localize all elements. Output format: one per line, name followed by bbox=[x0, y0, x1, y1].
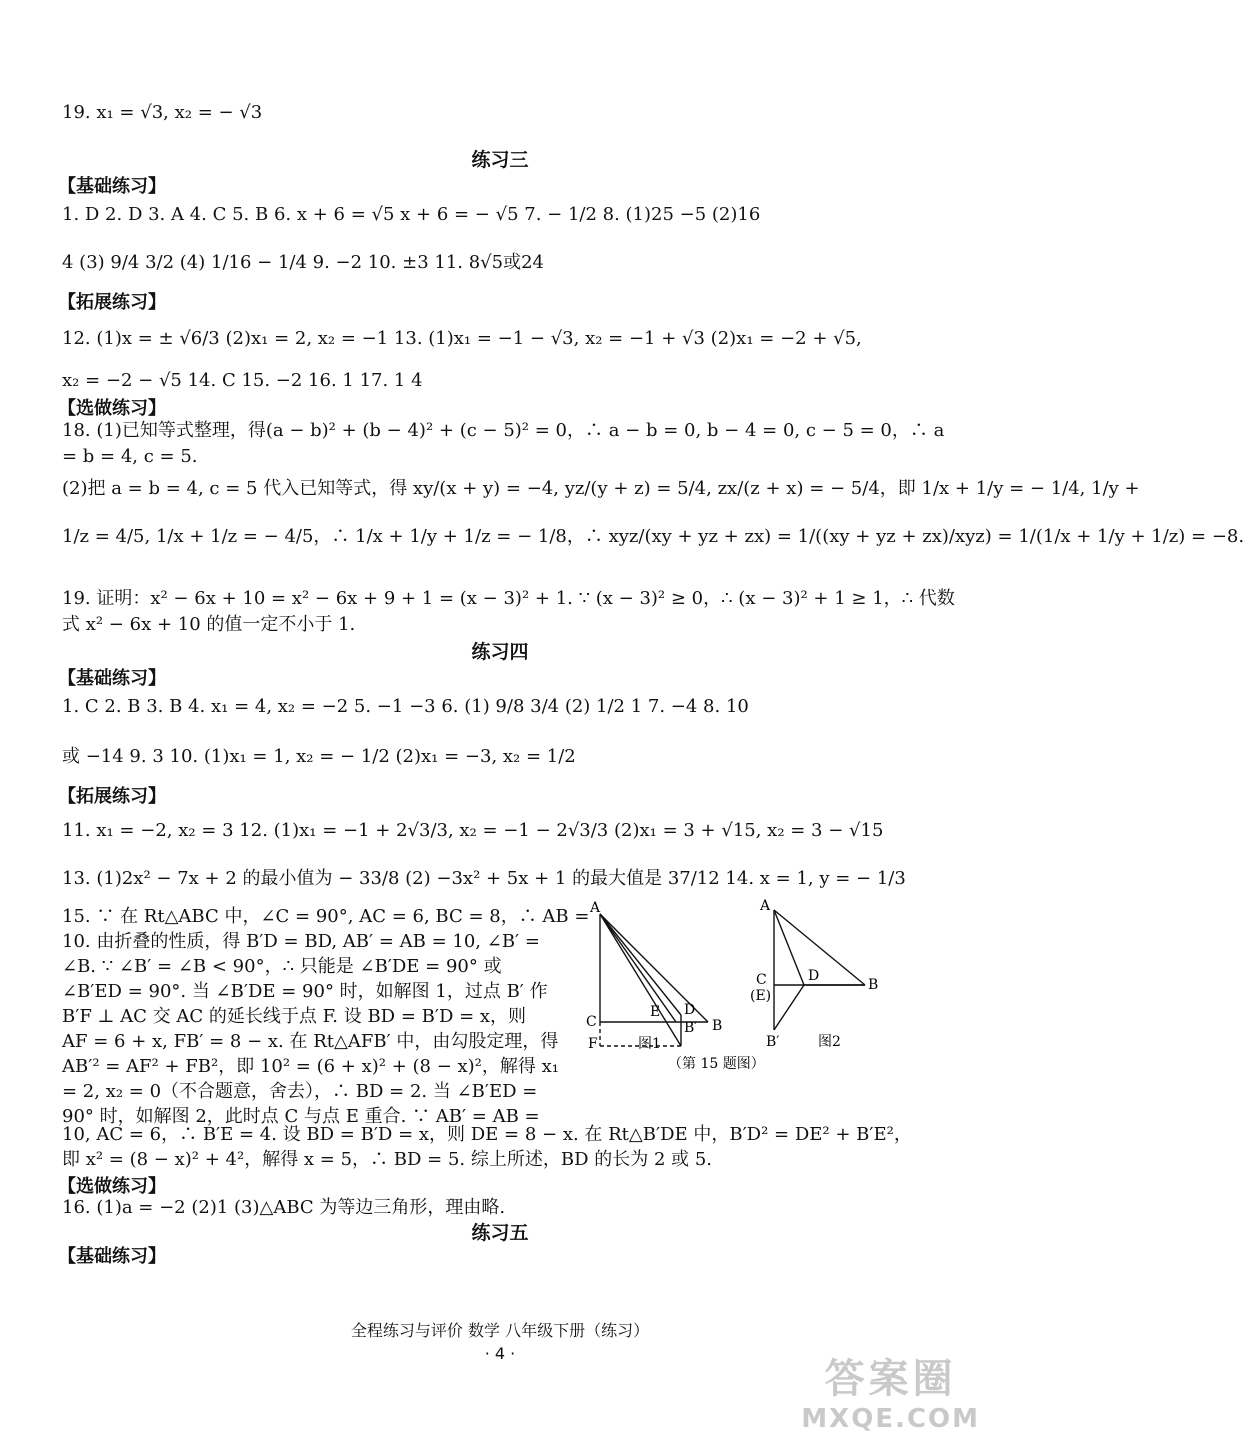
geometry-figure bbox=[578, 900, 890, 1075]
subsection-header: 【基础练习】 bbox=[58, 668, 166, 689]
point-label: C bbox=[756, 972, 767, 988]
watermark-text: 答案圈 bbox=[824, 1356, 957, 1402]
answer-line: ∠B. ∵ ∠B′ = ∠B < 90°，∴ 只能是 ∠B′DE = 90° 或 bbox=[62, 956, 502, 977]
point-label: B′ bbox=[684, 1020, 698, 1036]
subsection-header: 【选做练习】 bbox=[58, 398, 166, 419]
page-number: · 4 · bbox=[484, 1344, 516, 1363]
section-title: 练习四 bbox=[471, 641, 529, 663]
section-title: 练习五 bbox=[471, 1222, 529, 1244]
line-ae bbox=[600, 914, 676, 1022]
answer-line: 1. D 2. D 3. A 4. C 5. B 6. x + 6 = √5 x + 6 = − √5 7. − 1/2 8. (1)25 −5 (2)16 bbox=[62, 204, 761, 225]
section-title: 练习三 bbox=[471, 149, 529, 171]
answer-line: 12. (1)x = ± √6/3 (2)x₁ = 2, x₂ = −1 13. (1)x₁ = −1 − √3, x₂ = −1 + √3 (2)x₁ = −2 + √5, bbox=[62, 328, 862, 349]
answer-line: ∠B′ED = 90°. 当 ∠B′DE = 90° 时，如解图 1，过点 B′ 作 bbox=[62, 981, 548, 1002]
answer-line: 10, AC = 6，∴ B′E = 4. 设 BD = B′D = x，则 DE = 8 − x. 在 Rt△B′DE 中，B′D² = DE² + B′E²， bbox=[62, 1124, 912, 1145]
answer-line: 或 −14 9. 3 10. (1)x₁ = 1, x₂ = − 1/2 (2)x₁ = −3, x₂ = 1/2 bbox=[62, 746, 576, 767]
answer-line: 16. (1)a = −2 (2)1 (3)△ABC 为等边三角形，理由略. bbox=[62, 1197, 506, 1218]
answer-line: 1/z = 4/5, 1/x + 1/z = − 4/5，∴ 1/x + 1/y + 1/z = − 1/8，∴ xyz/(xy + yz + zx) = 1/((xy + yz + zx)/xyz) = 1/(1/x + 1/y + 1/z) = −8. bbox=[62, 526, 1244, 547]
subsection-header: 【选做练习】 bbox=[58, 1176, 166, 1197]
figure-caption: 图1 bbox=[638, 1036, 661, 1052]
answer-line: AB′² = AF² + FB²，即 10² = (6 + x)² + (8 − x)²，解得 x₁ bbox=[62, 1056, 559, 1077]
answer-line: x₂ = −2 − √5 14. C 15. −2 16. 1 17. 1 4 bbox=[62, 370, 423, 391]
watermark-url: MXQE.COM bbox=[801, 1404, 980, 1434]
answer-line: 90° 时，如解图 2，此时点 C 与点 E 重合. ∵ AB′ = AB = bbox=[62, 1106, 540, 1127]
point-label: B′ bbox=[766, 1034, 780, 1050]
answer-line: 1. C 2. B 3. B 4. x₁ = 4, x₂ = −2 5. −1 −3 6. (1) 9/8 3/4 (2) 1/2 1 7. −4 8. 10 bbox=[62, 696, 749, 717]
point-label: A bbox=[760, 898, 771, 914]
point-label: A bbox=[590, 900, 601, 916]
answer-line: 15. ∵ 在 Rt△ABC 中，∠C = 90°, AC = 6, BC = 8，∴ AB = bbox=[62, 906, 590, 927]
watermark-logo bbox=[801, 1347, 980, 1434]
subsection-header: 【基础练习】 bbox=[58, 1246, 166, 1267]
answer-line: 即 x² = (8 − x)² + 4²，解得 x = 5，∴ BD = 5. 综上所述，BD 的长为 2 或 5. bbox=[62, 1149, 713, 1170]
point-label: F bbox=[588, 1036, 598, 1052]
figure-2 bbox=[774, 910, 865, 1030]
point-label: E bbox=[650, 1004, 661, 1020]
line-ab-2 bbox=[774, 910, 865, 985]
answer-line: 11. x₁ = −2, x₂ = 3 12. (1)x₁ = −1 + 2√3/3, x₂ = −1 − 2√3/3 (2)x₁ = 3 + √15, x₂ = 3 − √15 bbox=[62, 820, 884, 841]
line-ad-2 bbox=[774, 910, 804, 985]
line-db-prime-2 bbox=[774, 985, 804, 1030]
point-label: D bbox=[808, 968, 820, 984]
answer-line: = b = 4, c = 5. bbox=[62, 446, 198, 467]
answer-line: B′F ⊥ AC 交 AC 的延长线于点 F. 设 BD = B′D = x，则 bbox=[62, 1006, 527, 1027]
point-label: C bbox=[586, 1014, 597, 1030]
line-ad bbox=[600, 914, 681, 1015]
figure-caption: （第 15 题图） bbox=[668, 1056, 765, 1072]
answer-line: 13. (1)2x² − 7x + 2 的最小值为 − 33/8 (2) −3x² + 5x + 1 的最大值是 37/12 14. x = 1, y = − 1/3 bbox=[62, 868, 906, 889]
answer-line: 18. (1)已知等式整理，得(a − b)² + (b − 4)² + (c − 5)² = 0，∴ a − b = 0, b − 4 = 0, c − 5 = 0，∴ a bbox=[62, 420, 945, 441]
point-label: B bbox=[868, 977, 879, 993]
answer-line: 19. x₁ = √3, x₂ = − √3 bbox=[62, 102, 263, 123]
footer-book: 全程练习与评价 数学 八年级下册（练习） bbox=[350, 1321, 650, 1340]
subsection-header: 【拓展练习】 bbox=[58, 786, 166, 807]
figure-caption: 图2 bbox=[818, 1034, 841, 1050]
subsection-header: 【基础练习】 bbox=[58, 176, 166, 197]
answer-line: 4 (3) 9/4 3/2 (4) 1/16 − 1/4 9. −2 10. ±3 11. 8√5或24 bbox=[62, 252, 545, 273]
answer-line: (2)把 a = b = 4, c = 5 代入已知等式，得 xy/(x + y) = −4, yz/(y + z) = 5/4, zx/(z + x) = − 5/4，即 1/x + 1/y = − 1/4, 1/y + bbox=[62, 478, 1140, 499]
answer-line: 式 x² − 6x + 10 的值一定不小于 1. bbox=[62, 614, 356, 635]
answer-line: = 2, x₂ = 0（不合题意，舍去），∴ BD = 2. 当 ∠B′ED = bbox=[62, 1081, 538, 1102]
point-label: D bbox=[684, 1002, 696, 1018]
subsection-header: 【拓展练习】 bbox=[58, 292, 166, 313]
answer-line: 19. 证明：x² − 6x + 10 = x² − 6x + 9 + 1 = (x − 3)² + 1. ∵ (x − 3)² ≥ 0，∴ (x − 3)² + 1 ≥ 1，∴ 代数 bbox=[62, 588, 955, 609]
point-label: (E) bbox=[750, 988, 772, 1004]
point-label: B bbox=[712, 1018, 723, 1034]
answer-line: AF = 6 + x, FB′ = 8 − x. 在 Rt△AFB′ 中，由勾股定理，得 bbox=[62, 1031, 559, 1052]
answer-line: 10. 由折叠的性质，得 B′D = BD, AB′ = AB = 10, ∠B′ = bbox=[62, 931, 540, 952]
line-ab-prime bbox=[600, 914, 681, 1046]
